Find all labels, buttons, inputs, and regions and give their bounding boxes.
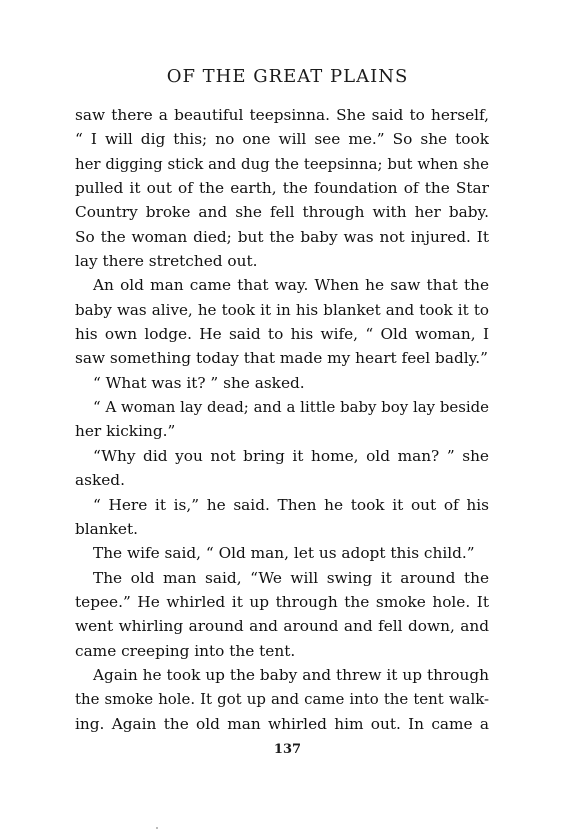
body-text (75, 103, 489, 736)
text-line: The wife said, “ Old man, let us adopt this child.” (93, 544, 475, 563)
text-line: lay there stretched out. (75, 252, 258, 271)
running-head: OF THE GREAT PLAINS (166, 66, 409, 87)
text-line: her kicking.” (75, 422, 176, 441)
text-line: “ Here it is,” he said. Then he took it out of his (93, 495, 489, 514)
text-line: Country broke and she fell through with her baby. (75, 203, 489, 222)
text-line: her digging stick and dug the teepsinna; but when she (75, 154, 489, 173)
text-line: Again he took up the baby and threw it up through (93, 665, 489, 684)
text-line: the smoke hole. It got up and came into the tent walk- (75, 690, 489, 709)
text-line: saw there a beautiful teepsinna. She said to herself, (75, 106, 489, 124)
paper-speck (156, 827, 158, 829)
text-line: went whirling around and around and fell down, and (75, 617, 489, 636)
text-line: blanket. (75, 519, 138, 538)
text-line: came creeping into the tent. (75, 641, 296, 660)
text-line: “Why did you not bring it home, old man? ” she (93, 446, 489, 465)
text-line: his own lodge. He said to his wife, “ Old woman, I (75, 325, 489, 344)
text-line: So the woman died; but the baby was not injured. It (75, 227, 489, 246)
text-line: “ A woman lay dead; and a little baby boy lay beside (93, 398, 489, 417)
text-line: “ I will dig this; no one will see me.” So she took (75, 130, 489, 149)
text-line: An old man came that way. When he saw that the (93, 276, 489, 295)
text-line: The old man said, “We will swing it around the (93, 568, 489, 587)
text-line: saw something today that made my heart feel badly.” (75, 349, 488, 368)
text-line: pulled it out of the earth, the foundation of the Star (75, 179, 489, 198)
text-line: baby was alive, he took it in his blanket and took it to (75, 300, 489, 319)
text-line: “ What was it? ” she asked. (93, 373, 305, 392)
page-number: 137 (273, 742, 302, 757)
text-line: asked. (75, 471, 125, 490)
text-line: ing. Again the old man whirled him out. In came a (75, 714, 489, 733)
text-line: tepee.” He whirled it up through the smoke hole. It (75, 592, 489, 611)
